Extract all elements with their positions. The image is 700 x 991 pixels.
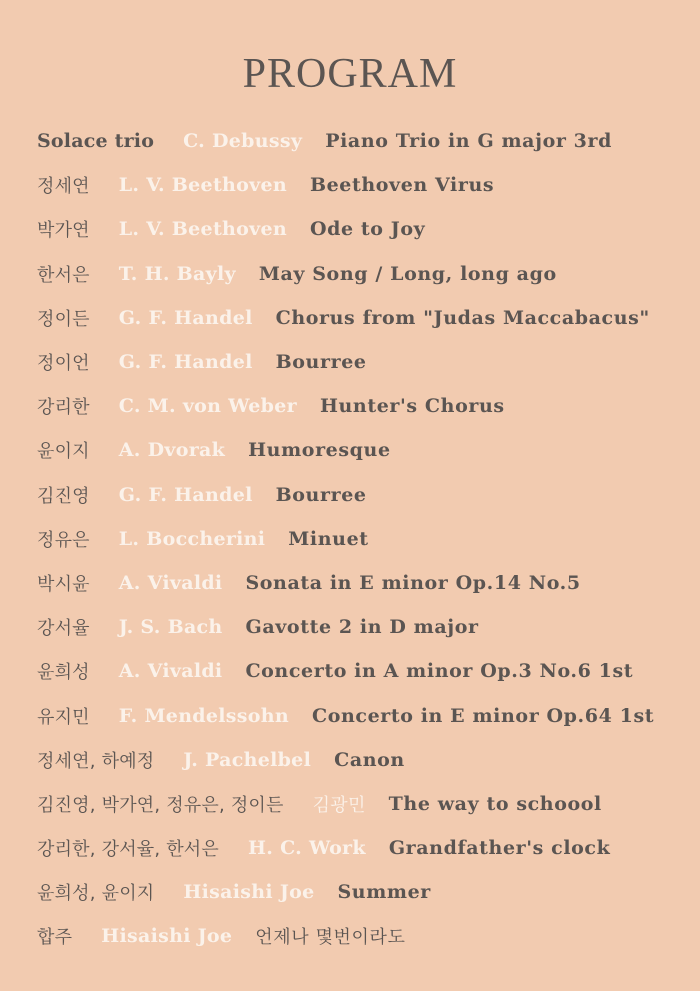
piece-title: Piano Trio in G major 3rd (325, 130, 612, 153)
composer-name: T. H. Bayly (118, 262, 236, 285)
composer-name: Hisaishi Joe (101, 925, 233, 948)
composer-name: Hisaishi Joe (183, 881, 315, 904)
piece-title: Ode to Joy (309, 218, 426, 241)
program-row (37, 517, 654, 561)
program-list (37, 119, 654, 959)
composer-name: L. V. Beethoven (118, 218, 287, 241)
piece-title: Humoresque (248, 439, 391, 462)
performer-name: 박가연 (37, 220, 90, 242)
performer-name: Solace trio (37, 130, 155, 153)
performer-name: 정세연 (37, 176, 90, 198)
page-title: PROGRAM (242, 51, 458, 97)
program-row (37, 870, 654, 914)
program-row (37, 914, 654, 958)
program-row (37, 605, 654, 649)
program-row (37, 649, 654, 693)
program-row (37, 119, 654, 163)
performer-name: 강리한, 강서율, 한서은 (37, 839, 219, 861)
composer-name: A. Vivaldi (118, 660, 223, 683)
composer-name: L. Boccherini (118, 527, 266, 550)
piece-title: Grandfather's clock (388, 837, 611, 860)
program-row (37, 782, 654, 826)
piece-title: Hunter's Chorus (319, 395, 505, 418)
composer-name: C. Debussy (183, 130, 303, 153)
piece-title: Canon (334, 748, 405, 771)
performer-name: 윤희성 (37, 662, 90, 684)
program-row (37, 163, 654, 207)
composer-name: L. V. Beethoven (118, 174, 287, 197)
performer-name: 김진영 (37, 485, 90, 507)
program-row (37, 693, 654, 737)
performer-name: 김진영, 박가연, 정유은, 정이든 (37, 794, 284, 816)
performer-name: 정세연, 하예정 (37, 750, 155, 772)
performer-name: 윤이지 (37, 441, 90, 463)
composer-name: G. F. Handel (118, 351, 253, 374)
performer-name: 정이든 (37, 308, 90, 330)
piece-title: Chorus from "Judas Maccabacus" (275, 306, 650, 329)
piece-title: Concerto in E minor Op.64 1st (312, 704, 655, 727)
program-row (37, 340, 654, 384)
composer-name: J. Pachelbel (183, 748, 312, 771)
performer-name: 강서율 (37, 618, 90, 640)
piece-title: May Song / Long, long ago (258, 262, 557, 285)
program-row (37, 384, 654, 428)
piece-title: Concerto in A minor Op.3 No.6 1st (245, 660, 634, 683)
composer-name: C. M. von Weber (118, 395, 297, 418)
composer-name: G. F. Handel (118, 483, 253, 506)
piece-title: Beethoven Virus (309, 174, 495, 197)
composer-name: G. F. Handel (118, 306, 253, 329)
performer-name: 윤희성, 윤이지 (37, 883, 155, 905)
performer-name: 정이언 (37, 353, 90, 375)
composer-name: A. Vivaldi (118, 571, 223, 594)
piece-title: Summer (337, 881, 431, 904)
performer-name: 정유은 (37, 529, 90, 551)
piece-title: Bourree (275, 483, 367, 506)
program-row (37, 473, 654, 517)
performer-name: 한서은 (37, 264, 90, 286)
piece-title: The way to schoool (388, 792, 602, 815)
composer-name: H. C. Work (247, 837, 366, 860)
piece-title: Minuet (288, 527, 369, 550)
performer-name: 합주 (37, 927, 73, 949)
piece-title: Gavotte 2 in D major (245, 616, 479, 639)
composer-name: J. S. Bach (118, 616, 223, 639)
performer-name: 박시윤 (37, 573, 90, 595)
program-row (37, 428, 654, 472)
program-row (37, 296, 654, 340)
performer-name: 유지민 (37, 706, 90, 728)
program-row (37, 561, 654, 605)
program-row (37, 207, 654, 251)
program-row (37, 252, 654, 296)
composer-name: F. Mendelssohn (118, 704, 289, 727)
program-row (37, 826, 654, 870)
piece-title: 언제나 몇번이라도 (255, 927, 406, 949)
program-row (37, 738, 654, 782)
piece-title: Sonata in E minor Op.14 No.5 (245, 571, 581, 594)
performer-name: 강리한 (37, 397, 90, 419)
piece-title: Bourree (275, 351, 367, 374)
composer-name: A. Dvorak (118, 439, 226, 462)
composer-name: 김광민 (312, 794, 366, 816)
